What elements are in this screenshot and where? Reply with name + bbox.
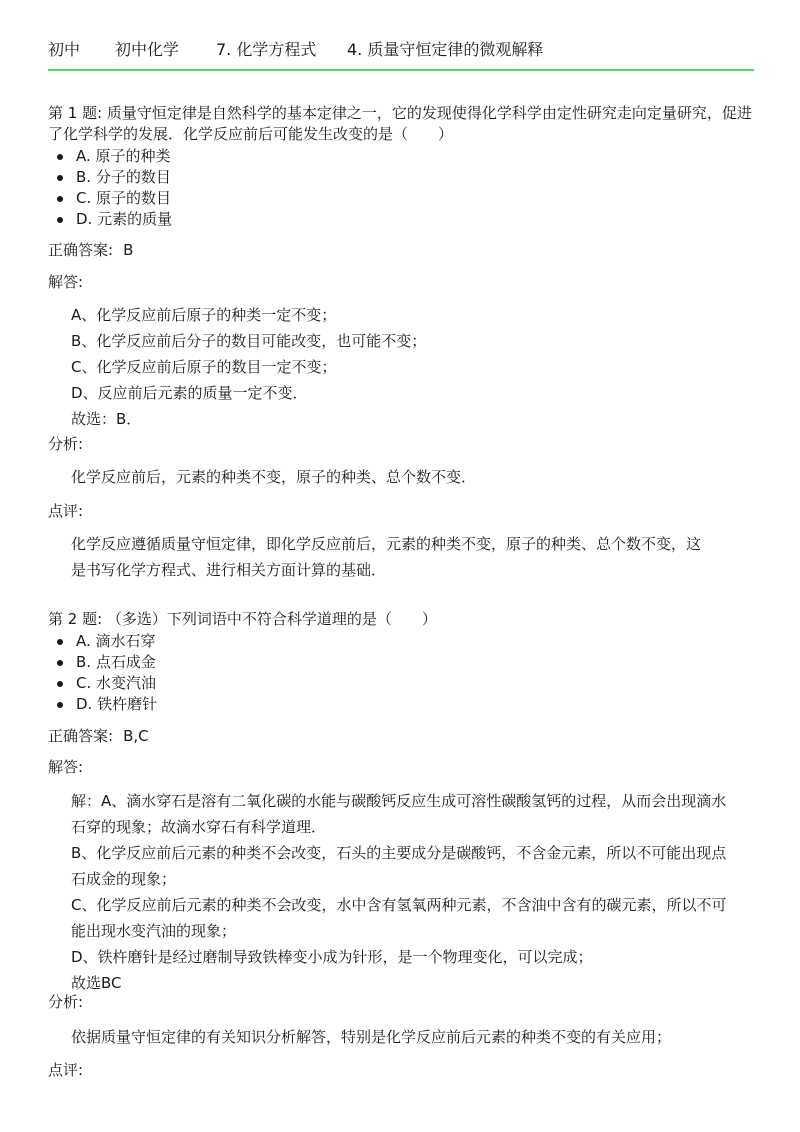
question-2-analysis-label: 分析: bbox=[48, 993, 84, 1011]
bullet-icon bbox=[57, 660, 63, 666]
question-2-answer bbox=[48, 726, 760, 747]
answer-value: B bbox=[123, 241, 134, 259]
question-2-solution-label: 解答: bbox=[48, 758, 84, 776]
question-1-stem: 第 1 题: 质量守恒定律是自然科学的基本定律之一，它的发现使得化学科学由定性研究走向定量研究，促进了化学科学的发展．化学反应前后可能发生改变的是（ ） bbox=[48, 104, 752, 143]
option-item: B. 点石成金 bbox=[76, 652, 760, 673]
bullet-icon bbox=[57, 175, 63, 181]
option-item: C. 原子的数目 bbox=[76, 188, 760, 209]
question-1-analysis: 化学反应前后，元素的种类不变，原子的种类、总个数不变． bbox=[71, 468, 477, 486]
option-item: C. 水变汽油 bbox=[76, 673, 760, 694]
solution-line: B、化学反应前后分子的数目可能改变，也可能不变； bbox=[71, 332, 427, 350]
breadcrumb-section[interactable]: 4. 质量守恒定律的微观解释 bbox=[347, 40, 544, 59]
bullet-icon bbox=[57, 681, 63, 687]
question-1-comment: 化学反应遵循质量守恒定律，即化学反应前后，元素的种类不变，原子的种类、总个数不变，这是书写化学方程式、进行相关方面计算的基础． bbox=[71, 535, 702, 579]
question-2-analysis: 依据质量守恒定律的有关知识分析解答，特别是化学反应前后元素的种类不变的有关应用； bbox=[71, 1028, 672, 1046]
bullet-icon bbox=[57, 702, 63, 708]
answer-label: 正确答案: bbox=[48, 727, 114, 745]
option-item: D. 铁杵磨针 bbox=[76, 694, 760, 715]
breadcrumb-subject[interactable]: 初中化学 bbox=[115, 40, 180, 59]
solution-line: 解：A、滴水穿石是溶有二氧化碳的水能与碳酸钙反应生成可溶性碳酸氢钙的过程，从而会出现滴水石穿的现象；故滴水穿石有科学道理． bbox=[71, 792, 727, 836]
solution-line: D、反应前后元素的质量一定不变． bbox=[71, 384, 308, 402]
solution-line: C、化学反应前后原子的数目一定不变； bbox=[71, 358, 337, 376]
bullet-icon bbox=[57, 196, 63, 202]
solution-line: D、铁杵磨针是经过磨制导致铁棒变小成为针形，是一个物理变化，可以完成； bbox=[71, 948, 593, 966]
question-1-analysis-label: 分析: bbox=[48, 435, 84, 453]
option-item: A. 原子的种类 bbox=[76, 146, 760, 167]
question-2-solution bbox=[48, 788, 735, 996]
option-item: A. 滴水石穿 bbox=[76, 631, 760, 652]
header-divider bbox=[48, 69, 754, 71]
solution-line: A、化学反应前后原子的种类一定不变； bbox=[71, 306, 337, 324]
bullet-icon bbox=[57, 639, 63, 645]
solution-line: 故选BC bbox=[71, 974, 122, 992]
question-1-comment-label: 点评: bbox=[48, 502, 84, 520]
answer-label: 正确答案: bbox=[48, 241, 114, 259]
question-2-stem-block bbox=[48, 609, 760, 630]
answer-value: B,C bbox=[123, 727, 149, 745]
breadcrumb-level[interactable]: 初中 bbox=[48, 40, 81, 59]
solution-line: 故选：B． bbox=[71, 410, 142, 428]
question-1-solution-label: 解答: bbox=[48, 273, 84, 291]
solution-line: B、化学反应前后元素的种类不会改变，石头的主要成分是碳酸钙，不含金元素，所以不可能出现点石成金的现象； bbox=[71, 844, 727, 888]
bullet-icon bbox=[57, 154, 63, 160]
question-2-stem: 第 2 题: （多选）下列词语中不符合科学道理的是（ ） bbox=[48, 610, 437, 628]
question-1-answer bbox=[48, 240, 760, 261]
question-2-options bbox=[48, 631, 760, 715]
question-2-comment-label: 点评: bbox=[48, 1061, 84, 1079]
breadcrumb-chapter[interactable]: 7. 化学方程式 bbox=[216, 40, 317, 59]
question-1-stem-block bbox=[48, 103, 760, 145]
question-1-options bbox=[48, 146, 760, 230]
solution-line: C、化学反应前后元素的种类不会改变，水中含有氢氧两种元素，不含油中含有的碳元素，所以不可能出现水变汽油的现象； bbox=[71, 896, 727, 940]
option-item: D. 元素的质量 bbox=[76, 209, 760, 230]
question-1-solution bbox=[48, 302, 760, 432]
option-item: B. 分子的数目 bbox=[76, 167, 760, 188]
bullet-icon bbox=[57, 217, 63, 223]
